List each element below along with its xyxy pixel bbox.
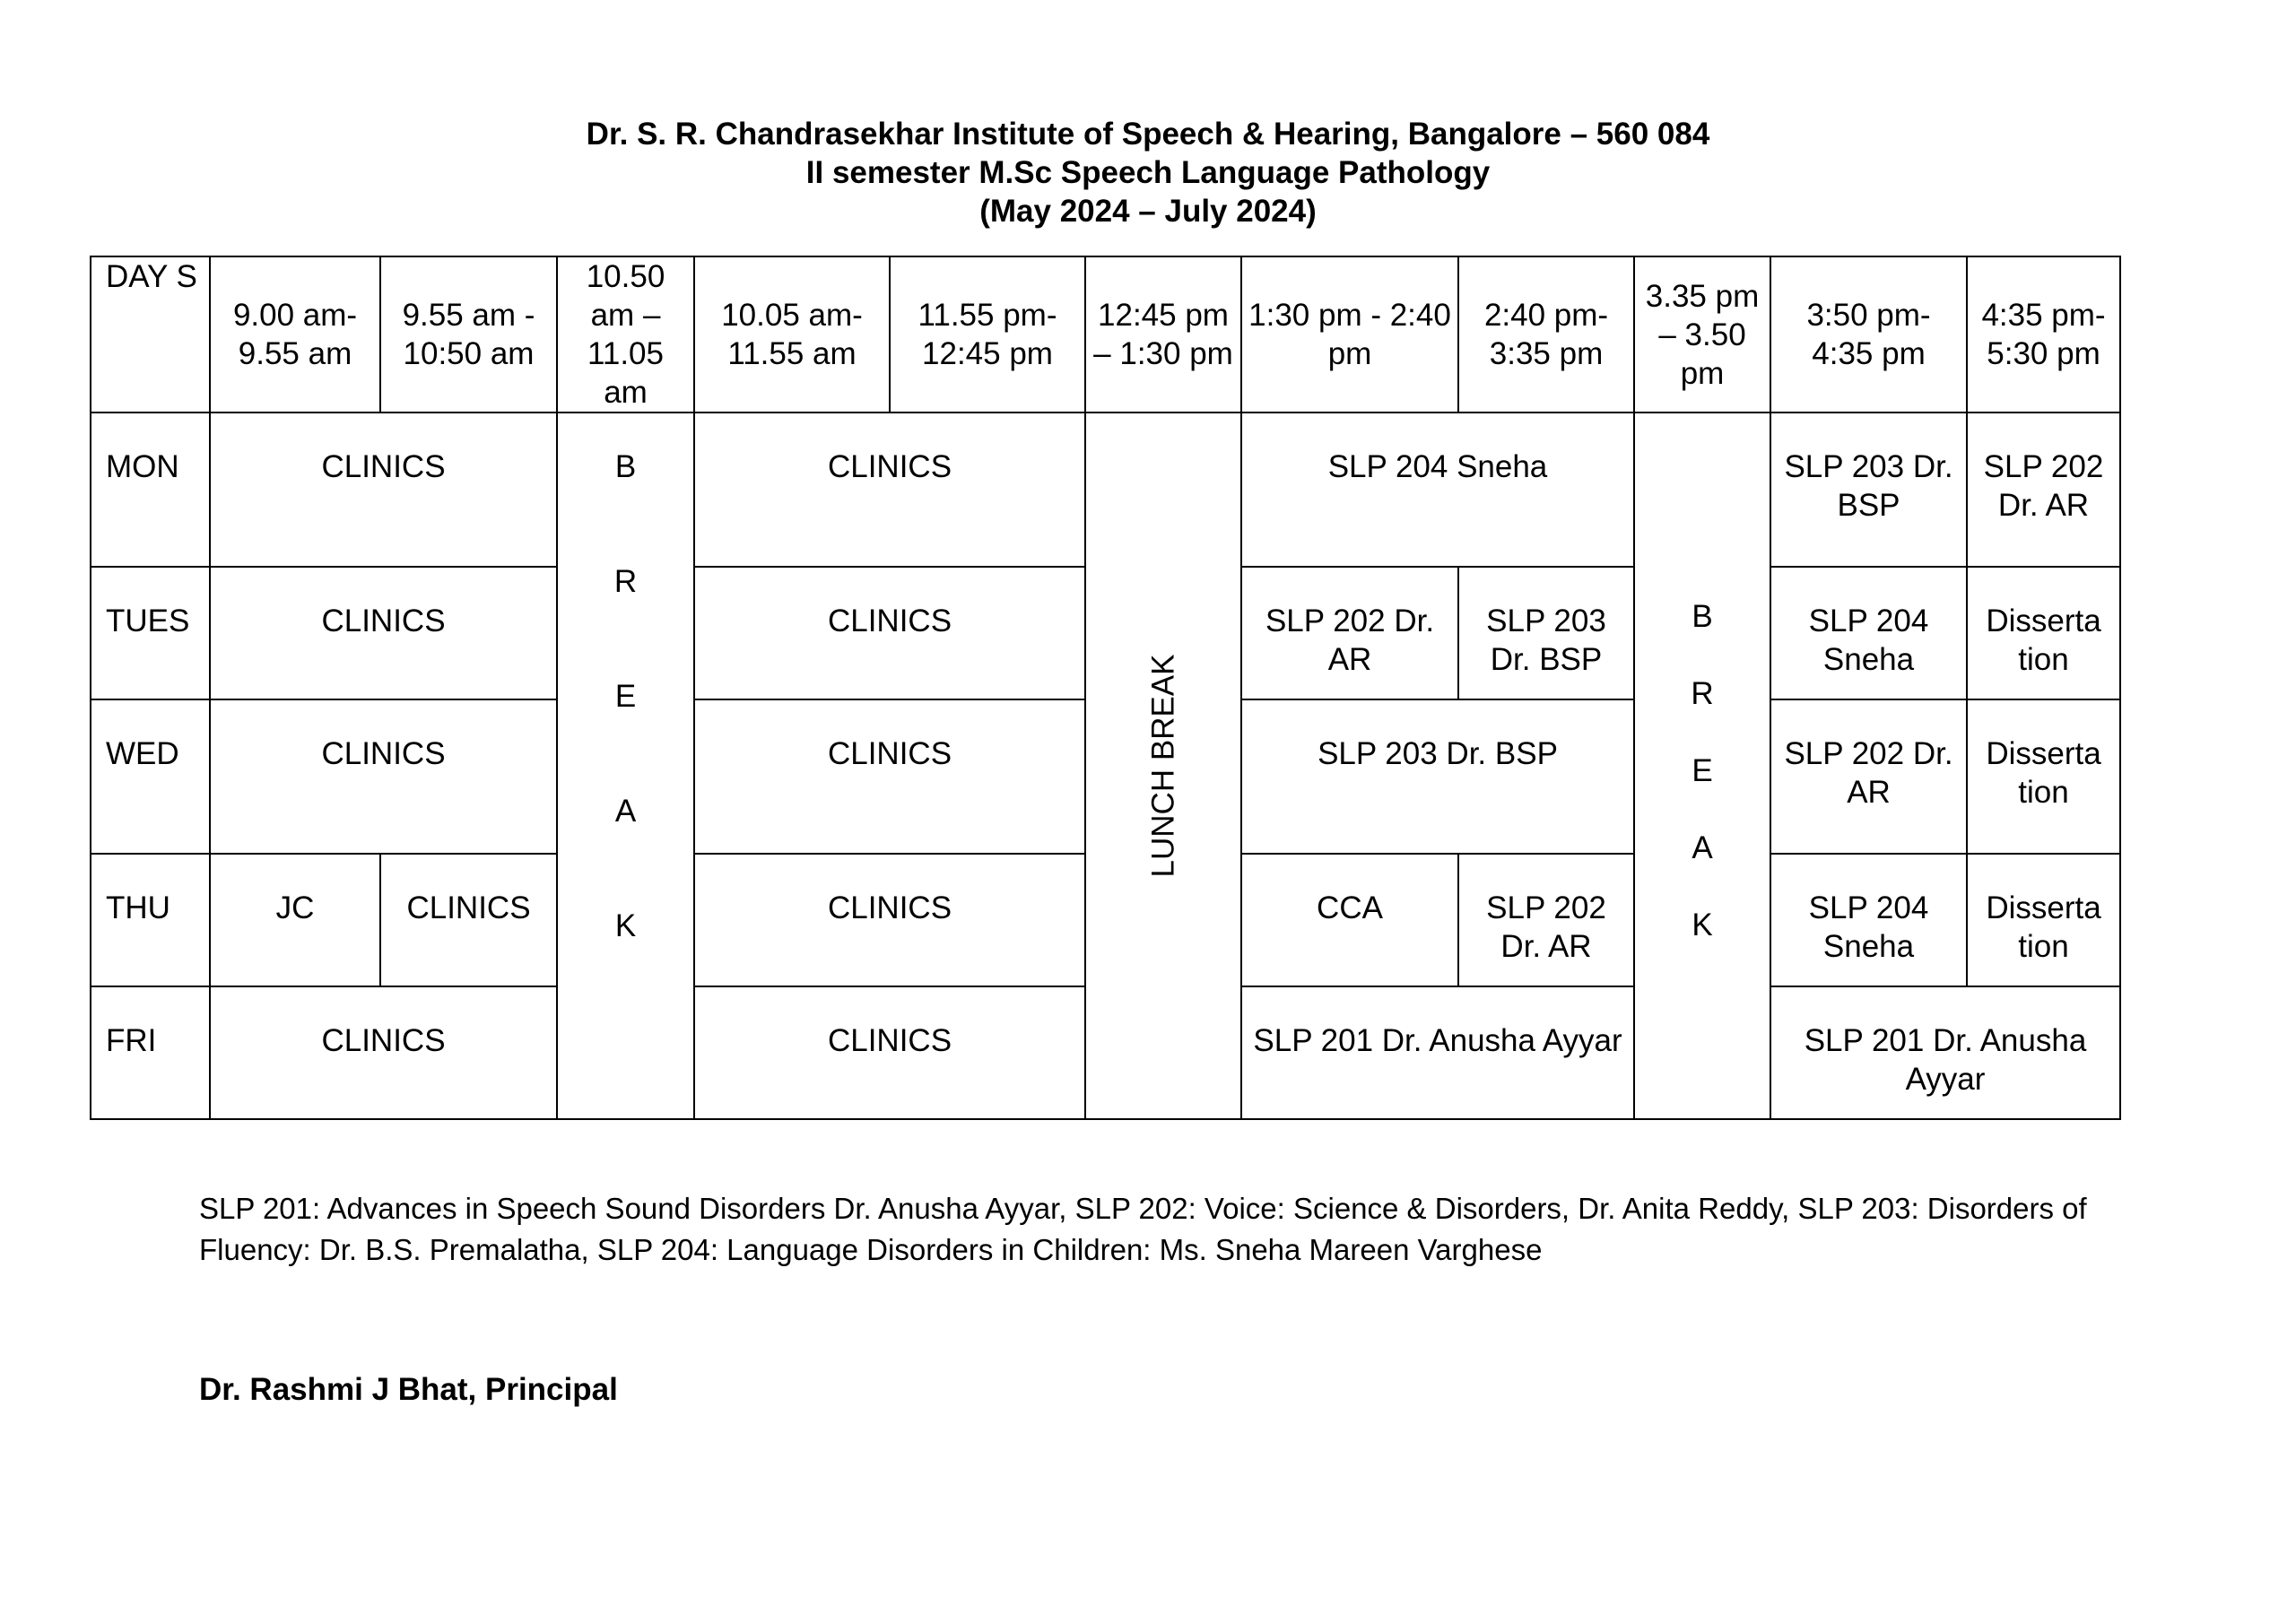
thu-late-1: SLP 204 Sneha — [1770, 854, 1967, 986]
mon-midmorning: CLINICS — [694, 413, 1085, 567]
header-slot-4: 10.05 am- 11.55 am — [694, 256, 890, 413]
header-slot-6: 12:45 pm – 1:30 pm — [1085, 256, 1241, 413]
mon-morning: CLINICS — [210, 413, 557, 567]
thu-midmorning: CLINICS — [694, 854, 1085, 986]
thu-early: JC — [210, 854, 380, 986]
break-letter: E — [614, 679, 637, 714]
header-slot-9: 3.35 pm – 3.50 pm — [1634, 256, 1770, 413]
term-dates: (May 2024 – July 2024) — [979, 194, 1317, 229]
wed-afternoon: SLP 203 Dr. BSP — [1241, 699, 1634, 854]
institute-title: Dr. S. R. Chandrasekhar Institute of Speech & Hearing, Bangalore – 560 084 — [586, 117, 1710, 152]
signature: Dr. Rashmi J Bhat, Principal — [199, 1372, 618, 1407]
thu-afternoon-1: CCA — [1241, 854, 1458, 986]
afternoon-break — [1634, 413, 1770, 1119]
tues-late-1: SLP 204 Sneha — [1770, 567, 1967, 699]
fri-midmorning: CLINICS — [694, 986, 1085, 1119]
wed-midmorning: CLINICS — [694, 699, 1085, 854]
day-label: TUES — [91, 567, 210, 699]
timetable — [90, 256, 2121, 1120]
break-letter: A — [614, 794, 637, 829]
tues-afternoon-2: SLP 203 Dr. BSP — [1458, 567, 1634, 699]
break-letter: R — [613, 564, 638, 599]
header-slot-8: 2:40 pm- 3:35 pm — [1458, 256, 1634, 413]
header-slot-10: 3:50 pm- 4:35 pm — [1770, 256, 1967, 413]
tues-afternoon-1: SLP 202 Dr. AR — [1241, 567, 1458, 699]
wed-morning: CLINICS — [210, 699, 557, 854]
day-label: THU — [91, 854, 210, 986]
day-label: WED — [91, 699, 210, 854]
tues-morning: CLINICS — [210, 567, 557, 699]
header-slot-11: 4:35 pm-5:30 pm — [1967, 256, 2120, 413]
thu-afternoon-2: SLP 202 Dr. AR — [1458, 854, 1634, 986]
tues-midmorning: CLINICS — [694, 567, 1085, 699]
tues-late-2: Disserta tion — [1967, 567, 2120, 699]
header-slot-5: 11.55 pm- 12:45 pm — [890, 256, 1085, 413]
break-letter: B — [1692, 599, 1713, 634]
row-mon — [91, 413, 2120, 567]
fri-afternoon: SLP 201 Dr. Anusha Ayyar — [1241, 986, 1634, 1119]
thu-late-2: Disserta tion — [1967, 854, 2120, 986]
header-slot-2: 9.55 am - 10:50 am — [380, 256, 557, 413]
day-label: FRI — [91, 986, 210, 1119]
break-letter: K — [614, 908, 637, 943]
header-slot-7: 1:30 pm - 2:40 pm — [1241, 256, 1458, 413]
wed-late-2: Disserta tion — [1967, 699, 2120, 854]
break-letter: A — [1692, 830, 1713, 865]
wed-late-1: SLP 202 Dr. AR — [1770, 699, 1967, 854]
day-label: MON — [91, 413, 210, 567]
header-slot-1: 9.00 am- 9.55 am — [210, 256, 380, 413]
program-title: II semester M.Sc Speech Language Pathology — [805, 155, 1491, 190]
mon-late-2: SLP 202 Dr. AR — [1967, 413, 2120, 567]
break-letter: K — [1692, 908, 1713, 942]
document-header — [0, 115, 2296, 230]
lunch-break-label: LUNCH BREAK — [1145, 654, 1181, 878]
header-days: DAY S — [91, 256, 210, 413]
course-legend: SLP 201: Advances in Speech Sound Disorders Dr. Anusha Ayyar, SLP 202: Voice: Science & Disorders, Dr. Anita Reddy, SLP 203: Disorders of Fluency: Dr. B.S. Premalatha, SLP 204: Language Disorders in Children: Ms. Sneha Mareen Varghese — [199, 1192, 2087, 1266]
break-letter: E — [1692, 753, 1713, 788]
header-row — [91, 256, 2120, 413]
break-letter: B — [614, 449, 637, 484]
mon-late-1: SLP 203 Dr. BSP — [1770, 413, 1967, 567]
morning-break — [557, 413, 694, 1119]
fri-morning: CLINICS — [210, 986, 557, 1119]
mon-afternoon: SLP 204 Sneha — [1241, 413, 1634, 567]
lunch-break — [1085, 413, 1241, 1119]
break-letter: R — [1691, 676, 1714, 711]
fri-late: SLP 201 Dr. Anusha Ayyar — [1770, 986, 2120, 1119]
header-slot-3: 10.50 am – 11.05 am — [557, 256, 694, 413]
thu-morning-2: CLINICS — [380, 854, 557, 986]
